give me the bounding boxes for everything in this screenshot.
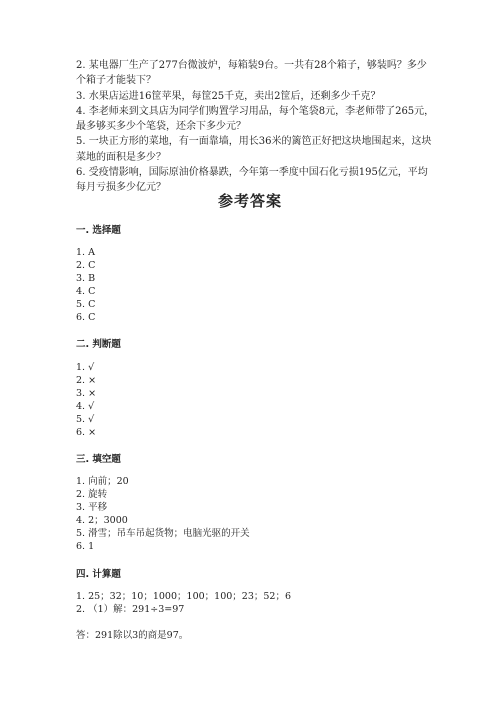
problem-6: 6. 受疫情影响，国际原油价格暴跌，今年第一季度中国石化亏损195亿元，平均每月亏损多少亿元？ bbox=[76, 167, 428, 194]
word-problems bbox=[76, 58, 436, 196]
answer-item: 4. 2；3000 bbox=[76, 515, 128, 526]
answer-item: 1. 向前；20 bbox=[76, 476, 129, 487]
answer-title: 参考答案 bbox=[217, 192, 282, 210]
problem-2: 2. 某电器厂生产了277台微波炉，每箱装9台。一共有28个箱子，够装吗？多少个箱子才能装下？ bbox=[76, 60, 427, 87]
section-heading-calc: 四. 计算题 bbox=[76, 569, 121, 580]
answer-item: 1. 25；32；10；1000；100；100；23；52；6 bbox=[76, 591, 292, 602]
final-answer: 答：291除以3的商是97。 bbox=[76, 630, 189, 641]
answer-item: 1. √ bbox=[76, 362, 95, 373]
answer-item: 2. 旋转 bbox=[76, 489, 108, 500]
answer-item: 6. 1 bbox=[76, 541, 95, 552]
answer-item: 5. 滑雪；吊车吊起货物；电脑光驱的开关 bbox=[76, 528, 250, 539]
section-heading-choice: 一. 选择题 bbox=[76, 225, 121, 236]
answer-item: 3. × bbox=[76, 388, 97, 399]
answer-list-fill bbox=[76, 475, 250, 553]
section-heading-judge: 二. 判断题 bbox=[76, 339, 121, 350]
problem-3: 3. 水果店运进16筐苹果，每筐25千克，卖出2筐后，还剩多少千克？ bbox=[76, 90, 381, 102]
answer-item: 5. C bbox=[76, 299, 96, 310]
answer-item: 5. √ bbox=[76, 414, 95, 425]
answer-item: 2. C bbox=[76, 260, 96, 271]
answer-item: 2. × bbox=[76, 375, 97, 386]
answer-item: 3. B bbox=[76, 273, 96, 284]
answer-item: 2. （1）解：291÷3=97 bbox=[76, 604, 185, 615]
answer-list-choice bbox=[76, 246, 95, 324]
answer-item: 1. A bbox=[76, 247, 95, 258]
answer-item: 6. C bbox=[76, 312, 96, 323]
section-heading-fill: 三. 填空题 bbox=[76, 454, 121, 465]
answer-item: 6. × bbox=[76, 427, 97, 438]
answer-list-judge bbox=[76, 361, 96, 439]
problem-5: 5. 一块正方形的菜地，有一面靠墙，用长36米的篱笆正好把这块地围起来，这块菜地的面积是多少？ bbox=[76, 136, 432, 163]
answer-list-calc bbox=[76, 590, 291, 616]
answer-item: 4. C bbox=[76, 286, 96, 297]
answer-item: 4. √ bbox=[76, 401, 95, 412]
answer-item: 3. 平移 bbox=[76, 502, 108, 513]
problem-4: 4. 李老师来到文具店为同学们购置学习用品，每个笔袋8元，李老师带了265元，最多够买多少个笔袋，还余下多少元？ bbox=[76, 105, 435, 133]
